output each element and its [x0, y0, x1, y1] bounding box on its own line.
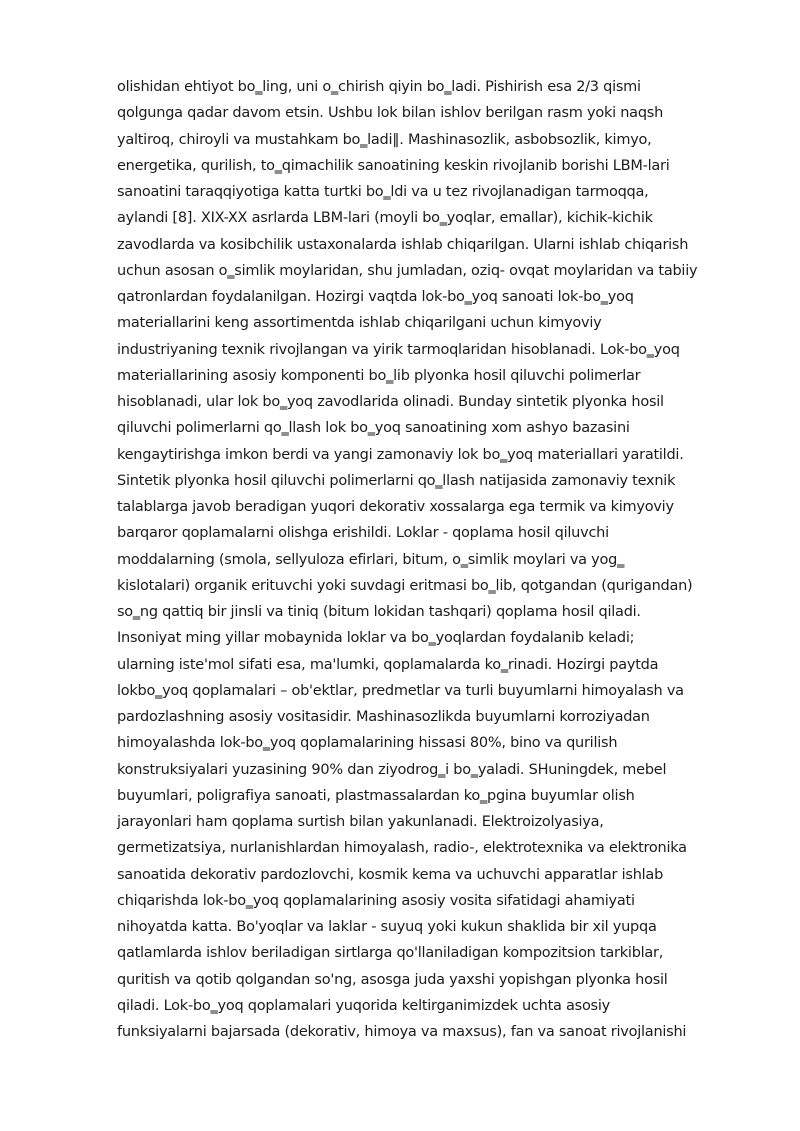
text-line: energetika, qurilish, to‗qimachilik sanoatining keskin rivojlanib borishi LBM-lari [117, 157, 670, 174]
text-line: lokbo‗yoq qoplamalari – ob'ektlar, predmetlar va turli buyumlarni himoyalash va [117, 682, 684, 699]
text-line: quritish va qotib qolgandan so'ng, asosga juda yaxshi yopishgan plyonka hosil [117, 971, 668, 988]
text-line: sanoatida dekorativ pardozlovchi, kosmik kema va uchuvchi apparatlar ishlab [117, 866, 664, 883]
text-line: chiqarishda lok-bo‗yoq qoplamalarining asosiy vosita sifatidagi ahamiyati [117, 892, 635, 909]
text-line: aylandi [8]. XIX-XX asrlarda LBM-lari (moyli bo‗yoqlar, emallar), kichik-kichik [117, 210, 653, 227]
text-line: germetizatsiya, nurlanishlardan himoyalash, radio-, elektrotexnika va elektronika [117, 840, 687, 857]
text-line: qolgunga qadar davom etsin. Ushbu lok bilan ishlov berilgan rasm yoki naqsh [117, 105, 664, 122]
text-line: qiluvchi polimerlarni qo‗llash lok bo‗yoq sanoatining xom ashyo bazasini [117, 420, 630, 437]
text-line: so‗ng qattiq bir jinsli va tiniq (bitum lokidan tashqari) qoplama hosil qiladi. [117, 604, 641, 620]
text-line: kengaytirishga imkon berdi va yangi zamonaviy lok bo‗yoq materiallari yaratildi. [117, 446, 684, 463]
text-line: buyumlari, poligrafiya sanoati, plastmassalardan ko‗pgina buyumlar olish [117, 787, 635, 804]
text-line: ularning iste'mol sifati esa, ma'lumki, qoplamalarda ko‗rinadi. Hozirgi paytda [117, 656, 659, 673]
text-line: nihoyatda katta. Bo'yoqlar va laklar - suyuq yoki kukun shaklida bir xil yupqa [117, 919, 657, 935]
text-line: yaltiroq, chiroyli va mustahkam bo‗ladi‖. Mashinasozlik, asbobsozlik, kimyo, [117, 131, 652, 148]
text-line: hisoblanadi, ular lok bo‗yoq zavodlarida olinadi. Bunday sintetik plyonka hosil [117, 394, 664, 410]
text-line: industriyaning texnik rivojlangan va yirik tarmoqlaridan hisoblanadi. Lok-bo‗yoq [117, 341, 680, 358]
text-line: zavodlarda va kosibchilik ustaxonalarda ishlab chiqarilgan. Ularni ishlab chiqarish [117, 236, 689, 253]
text-line: funksiyalarni bajarsada (dekorativ, himoya va maxsus), fan va sanoat rivojlanishi [117, 1024, 687, 1040]
text-line: pardozlashning asosiy vositasidir. Mashinasozlikda buyumlarni korroziyadan [117, 709, 650, 725]
text-line: Insoniyat ming yillar mobaynida loklar va bo‗yoqlardan foydalanib keladi; [117, 630, 635, 647]
text-line: olishidan ehtiyot bo‗ling, uni o‗chirish qiyin bo‗ladi. Pishirish esa 2/3 qismi [117, 79, 641, 95]
text-line: materiallarining asosiy komponenti bo‗lib plyonka hosil qiluvchi polimerlar [117, 367, 641, 384]
text-line: materiallarini keng assortimentda ishlab chiqarilgani uchun kimyoviy [117, 315, 602, 332]
text-line: sanoatini taraqqiyotiga katta turtki bo‗ldi va u tez rivojlanadigan tarmoqqa, [117, 184, 649, 200]
document-page [117, 74, 742, 1045]
text-line: qatlamlarda ishlov beriladigan sirtlarga qo'llaniladigan kompozitsion tarkiblar, [117, 945, 664, 962]
text-line: qiladi. Lok-bo‗yoq qoplamalari yuqorida keltirganimizdek uchta asosiy [117, 997, 610, 1014]
text-line: kislotalari) organik erituvchi yoki suvdagi eritmasi bo‗lib, qotgandan (qurigandan) [117, 577, 693, 594]
text-line: qatronlardan foydalanilgan. Hozirgi vaqtda lok-bo‗yoq sanoati lok-bo‗yoq [117, 289, 634, 305]
text-line: talablarga javob beradigan yuqori dekorativ xossalarga ega termik va kimyoviy [117, 499, 674, 515]
text-line: moddalarning (smola, sellyuloza efirlari, bitum, o‗simlik moylari va yog‗ [117, 551, 625, 568]
text-line: jarayonlari ham qoplama surtish bilan yakunlanadi. Elektroizolyasiya, [117, 814, 604, 830]
text-line: himoyalashda lok-bo‗yoq qoplamalarining hissasi 80%, bino va qurilish [117, 735, 618, 752]
text-line: uchun asosan o‗simlik moylaridan, shu jumladan, oziq- ovqat moylaridan va tabiiy [117, 262, 698, 279]
text-line: konstruksiyalari yuzasining 90% dan ziyodrog‗i bo‗yaladi. SHuningdek, mebel [117, 761, 667, 778]
text-line: Sintetik plyonka hosil qiluvchi polimerlarni qo‗llash natijasida zamonaviy texnik [117, 472, 676, 489]
text-line: barqaror qoplamalarni olishga erishildi. Loklar - qoplama hosil qiluvchi [117, 525, 609, 542]
